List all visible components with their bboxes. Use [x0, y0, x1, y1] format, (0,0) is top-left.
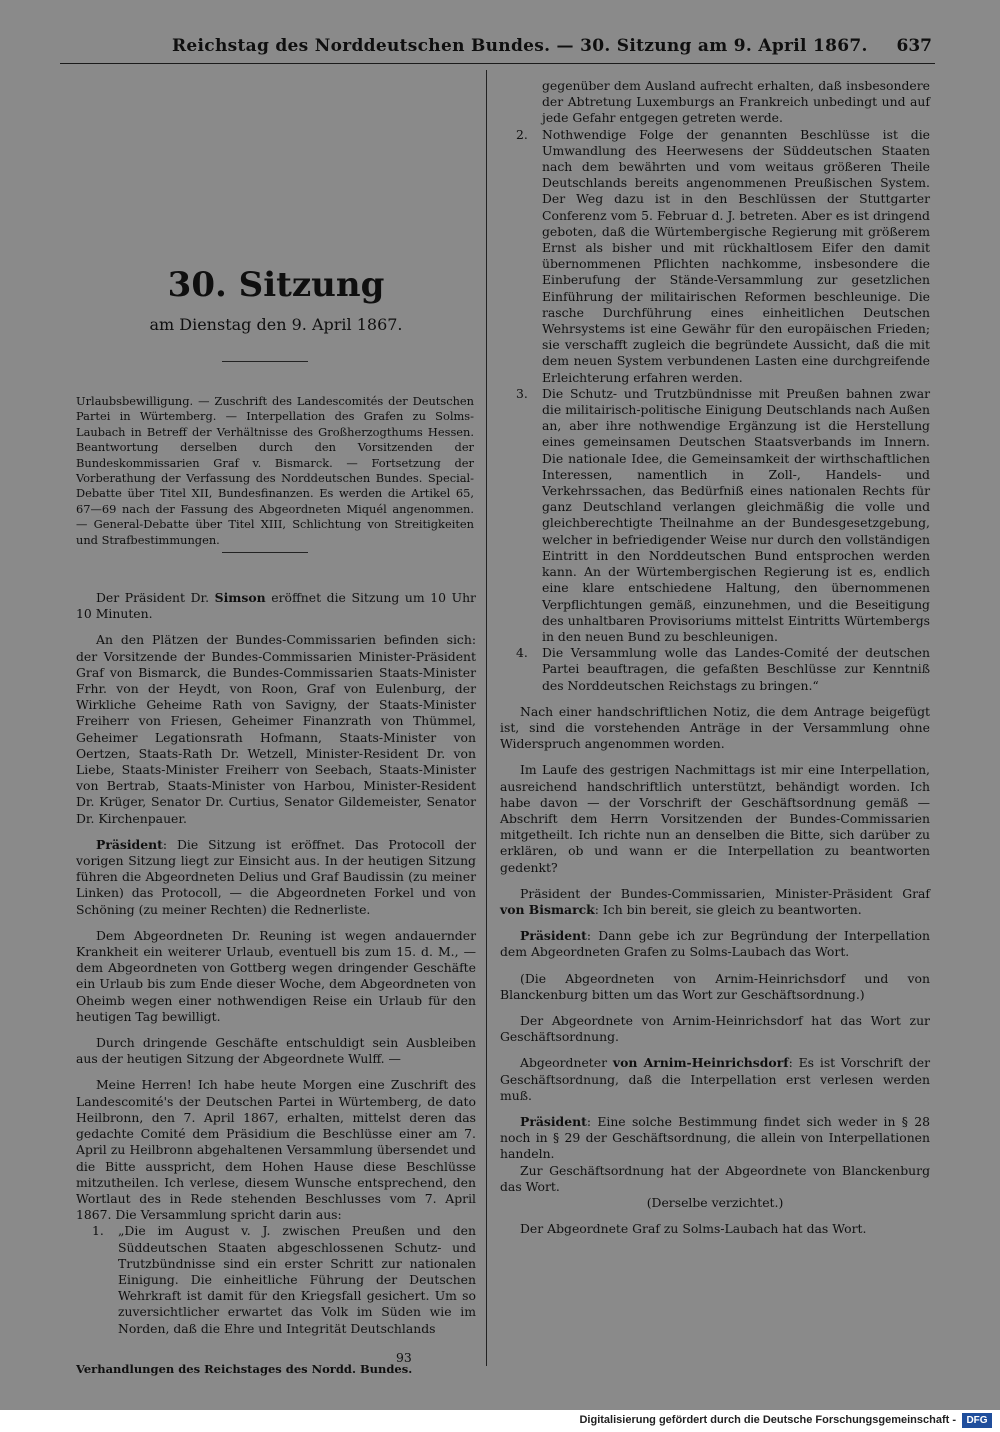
- letter-paragraph: Meine Herren! Ich habe heute Morgen eine Zuschrift des Landescomité's der Deutschen Partei in Würtemberg, de dato Heilbronn, den 7. April 1867, erhalten, mittelst deren das gedachte Comité dem Präsidium die Beschlüsse einer am 7. April zu Heilbronn abgehaltenen Versammlung übersendet und die Bitte ausspricht, dem Hohen Hause diese Beschlüsse mitzutheilen. Ich verlese, diesem Wunsche entsprechend, den Wortlaut des in Rede stehenden Beschlusses vom 7. April 1867. Die Versammlung spricht darin aus:: [76, 1077, 476, 1223]
- sheet-number: 93: [396, 1350, 412, 1365]
- president-protocol-paragraph: [76, 837, 476, 918]
- item-text: Nothwendige Folge der genannten Beschlüsse ist die Umwandlung des Heerwesens der Süddeutschen Staaten nach dem bewährten und vom weitaus größeren Theile Deutschlands bereits angenommenen Preußischen System. Der Weg dazu ist in den Beschlüssen der Stuttgarter Conferenz vom 5. Februar d. J. betreten. Aber es ist dringend geboten, daß die Würtembergische Regierung mit größerem Ernst als bisher und mit rückhaltlosem Eifer den damit übernommenen Pflichten nachkomme, insbesondere die Einberufung der Stände-Versammlung zur gesetzlichen Einführung der militairischen Reformen beschleunige. Die rasche Durchführung eines einheitlichen Deutschen Wehrsystems ist eine Gewähr für den europäischen Frieden; sie verschafft zugleich die begründete Aussicht, daß die mit dem neuen System verbundenen Lasten eine durchgreifende Erleichterung erfahren werden.: [542, 126, 930, 385]
- opening-text: Der Präsident Dr.: [96, 590, 215, 605]
- speech-text: : Dann gebe ich zur Begründung der Interpellation dem Abgeordneten Grafen zu Solms-Laubach das Wort.: [500, 928, 930, 960]
- item-number: 1.: [92, 1223, 104, 1239]
- dfg-logo: DFG: [962, 1413, 992, 1428]
- title-rule: [222, 361, 308, 362]
- speech-text: : Es ist Vorschrift der Geschäftsordnung, daß die Interpellation erst verlesen werden muß.: [500, 1055, 930, 1103]
- speaker-prefix: Abgeordneter: [520, 1055, 613, 1071]
- header-title: Reichstag des Norddeutschen Bundes. — 30. Sitzung am 9. April 1867.: [172, 36, 868, 56]
- opening-paragraph: [76, 590, 476, 622]
- president-name: Simson: [214, 590, 266, 605]
- opening-text-end: eröffnet die Sitzung um 10 Uhr 10 Minuten.: [76, 590, 476, 622]
- right-column: [500, 78, 930, 1237]
- solms-floor-paragraph: Der Abgeordnete Graf zu Solms-Laubach hat das Wort.: [520, 1221, 867, 1237]
- item-text: „Die im August v. J. zwischen Preußen und den Süddeutschen Staaten abgeschlossenen Schutz- und Trutzbündnisse sind ein erster Schritt zur nationalen Einigung. Die einheitliche Führung der Deutschen Wehrkraft ist damit für den Kriegsfall gesichert. Um so zuversichtlicher erwartet das Volk im Süden wie im Norden, daß die Ehre und Integrität Deutschlands: [118, 1223, 476, 1336]
- speech-text: : Die Sitzung ist eröffnet. Das Protocoll der vorigen Sitzung liegt zur Einsicht aus. In der heutigen Sitzung führen die Abgeordneten Delius und Graf Baudissin (zu meiner Linken) das Protocoll, — die Abgeordneten Forkel und von Schöning (zu meiner Rechten) die Rednerliste.: [76, 836, 476, 917]
- speaker-label: Präsident: [96, 836, 163, 852]
- resolution-item-1-continued: [500, 78, 930, 127]
- blanckenburg-paragraph: Zur Geschäftsordnung hat der Abgeordnete von Blanckenburg das Wort.: [500, 1162, 930, 1194]
- session-date: am Dienstag den 9. April 1867.: [149, 315, 403, 334]
- absence-paragraph: Durch dringende Geschäfte entschuldigt sein Ausbleiben aus der heutigen Sitzung der Abgeordnete Wulff. —: [76, 1035, 476, 1067]
- summary-rule: [222, 552, 308, 553]
- footer-publication: Verhandlungen des Reichstages des Nordd. Bundes.: [76, 1362, 413, 1376]
- waiver-parenthetical: (Derselbe verzichtet.): [646, 1195, 784, 1210]
- interpellation-paragraph: Im Laufe des gestrigen Nachmittags ist mir eine Interpellation, ausreichend handschriftlich unterstützt, behändigt worden. Ich habe davon — der Vorschrift der Geschäftsordnung gemäß — Abschrift dem Herrn Vorsitzenden der Bundes-Commissarien mitgetheilt. Ich richte nun an denselben die Bitte, sich darüber zu erklären, ob und wann er die Interpellation zu beantworten gedenkt?: [500, 762, 930, 875]
- item-number: 4.: [516, 645, 528, 661]
- request-parenthetical: (Die Abgeordneten von Arnim-Heinrichsdorf und von Blanckenburg bitten um das Wort zur Geschäftsordnung.): [500, 970, 930, 1002]
- page-number: 637: [896, 36, 932, 56]
- item-number: 2.: [516, 126, 528, 142]
- leave-paragraph: Dem Abgeordneten Dr. Reuning ist wegen andauernder Krankheit ein weiterer Urlaub, eventuell bis zum 15. d. M., — dem Abgeordneten von Gottberg wegen dringender Geschäfte ein Urlaub bis zum Ende dieser Woche, dem Abgeordneten von Oheimb wegen einer nothwendigen Reise ein Urlaub für den heutigen Tag bewilligt.: [76, 927, 476, 1024]
- session-summary: Urlaubsbewilligung. — Zuschrift des Landescomités der Deutschen Partei in Würtemberg. — Interpellation des Grafen zu Solms-Laubach in Betreff der Verhältnisse des Großherzogthums Hessen. Beantwortung derselben durch den Vorsitzenden der Bundeskommissarien Graf v. Bismarck. — Fortsetzung der Vorberathung der Verfassung des Norddeutschen Bundes. Special-Debatte über Titel XII, Bundesfinanzen. Es werden die Artikel 65, 67—69 nach der Fassung des Abgeordneten Miquél angenommen. — General-Debatte über Titel XIII, Schlichtung von Streitigkeiten und Strafbestimmungen.: [76, 394, 474, 547]
- speaker-prefix: Präsident der Bundes-Commissarien, Minister-Präsident Graf: [520, 885, 930, 901]
- bismarck-reply-paragraph: [500, 886, 930, 918]
- item-text: Die Schutz- und Trutzbündnisse mit Preußen bahnen zwar die militairisch-politische Einigung Deutschlands nach Außen an, aber ihre nothwendige Ergänzung ist die Herstellung eines gemeinsamen Deutschen Staatsverbands im Innern. Die nationale Idee, die Gemeinsamkeit der wirthschaftlichen Interessen, namentlich in Zoll-, Handels- und Verkehrssachen, das Bedürfniß eines nationalen Rechts für ganz Deutschland verlangen gleichmäßig die volle und gleichberechtigte Theilnahme an der Bundesgesetzgebung, welcher in befriedigender Weise nur durch den vollständigen Eintritt in den Norddeutschen Bund entsprochen werden kann. An der Würtembergischen Regierung ist es, endlich eine klare entschiedene Haltung, den übernommenen Verpflichtungen gemäß, einzunehmen, und die Beseitigung des unhaltbaren Provisoriums mittelst Eintritts Würtembergs in den neuen Bund zu beschleunigen.: [542, 385, 930, 644]
- credit-bar: [0, 1410, 1000, 1432]
- commissioners-paragraph: An den Plätzen der Bundes-Commissarien befinden sich: der Vorsitzende der Bundes-Commissarien Minister-Präsident Graf von Bismarck, die Bundes-Commissarien Staats-Minister Frhr. von der Heydt, von Roon, Graf von Eulenburg, der Wirkliche Geheime Rath von Savigny, der Staats-Minister Freiherr von Friesen, Geheimer Finanzrath von Thümmel, Geheimer Legationsrath Hofmann, Staats-Minister von Oertzen, Staats-Rath Dr. Wetzell, Minister-Resident Dr. von Liebe, Staats-Minister Freiherr von Seebach, Staats-Minister von Bertrab, Staats-Minister von Harbou, Minister-Resident Dr. Krüger, Senator Dr. Curtius, Senator Gildemeister, Senator Dr. Kirchenpauer.: [76, 632, 476, 826]
- session-title: 30. Sitzung: [167, 265, 385, 305]
- item-number: 3.: [516, 385, 528, 401]
- speaker-name: von Arnim-Heinrichsdorf: [612, 1055, 789, 1071]
- arnim-speech-paragraph: [500, 1055, 930, 1104]
- speaker-name: von Bismarck: [500, 901, 595, 917]
- column-divider: [486, 70, 487, 1366]
- item-text: Die Versammlung wolle das Landes-Comité der deutschen Partei beauftragen, die gefaßten Beschlüsse zur Kenntniß des Norddeutschen Reichstags zu bringen.“: [542, 645, 930, 693]
- speech-text: : Eine solche Bestimmung findet sich weder in § 28 noch in § 29 der Geschäftsordnung, die allein von Interpellationen handeln.: [500, 1113, 930, 1162]
- resolution-item-4: [500, 645, 930, 694]
- funding-credit: Digitalisierung gefördert durch die Deutsche Forschungsgemeinschaft -: [579, 1414, 956, 1426]
- item-text: gegenüber dem Ausland aufrecht erhalten, daß insbesondere der Abtretung Luxemburgs an Frankreich unbedingt und auf jede Gefahr entgegen getreten werde.: [542, 78, 930, 126]
- resolution-item-2: [500, 127, 930, 386]
- resolution-item-3: [500, 386, 930, 645]
- speaker-label: Präsident: [520, 1113, 587, 1129]
- arnim-floor-paragraph: Der Abgeordnete von Arnim-Heinrichsdorf hat das Wort zur Geschäftsordnung.: [500, 1012, 930, 1045]
- speaker-label: Präsident: [520, 928, 587, 944]
- speech-text: : Ich bin bereit, sie gleich zu beantworten.: [594, 901, 862, 917]
- header-rule: [60, 63, 935, 64]
- note-paragraph: Nach einer handschriftlichen Notiz, die dem Antrage beigefügt ist, sind die vorstehenden Anträge in der Versammlung ohne Widerspruch angenommen worden.: [500, 703, 930, 752]
- left-body: [76, 590, 476, 1337]
- resolution-item-1: [76, 1223, 476, 1336]
- running-header: [60, 30, 940, 60]
- president-floor-paragraph: [500, 928, 930, 960]
- president-reply-paragraph: [500, 1114, 930, 1163]
